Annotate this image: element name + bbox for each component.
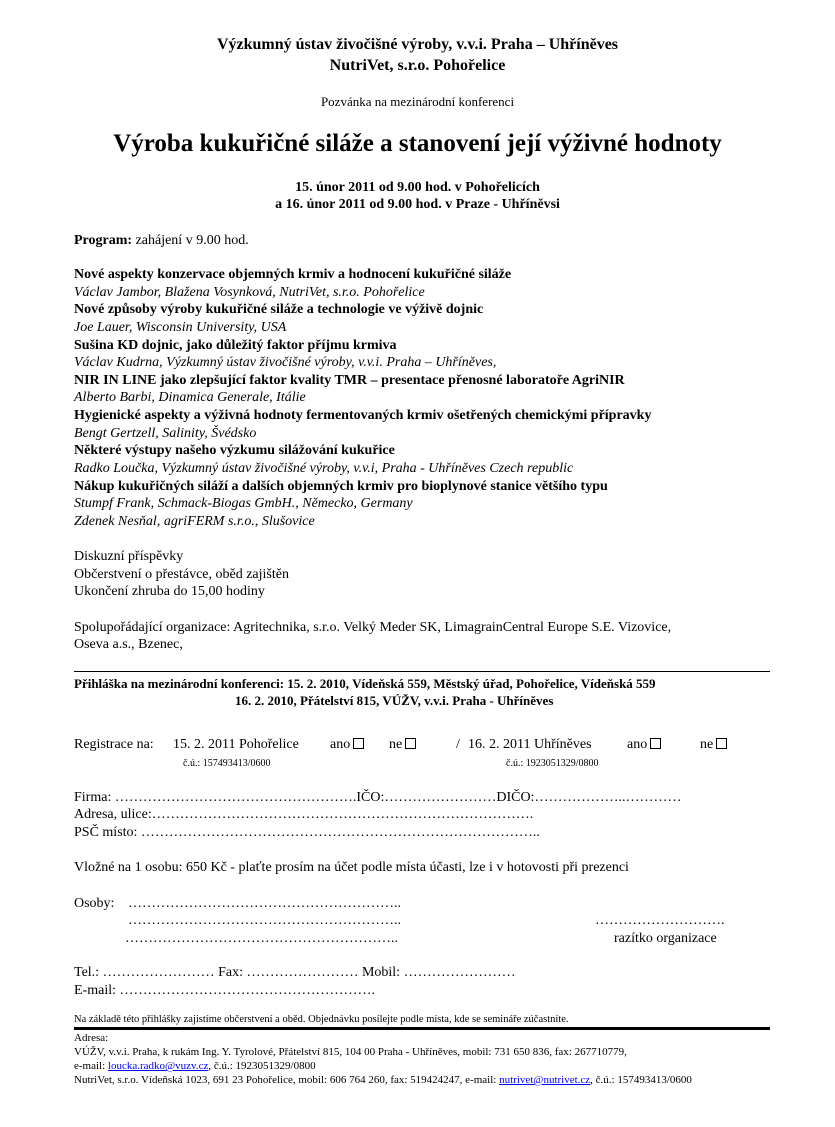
reg1-yes-label: ano	[330, 737, 351, 752]
co-organizers-line-1: Spolupořádající organizace: Agritechnika, s.r.o. Velký Meder SK, LimagrainCentral Europe S.E. Vizovice,	[74, 620, 672, 635]
program-opening-time: zahájení v 9.00 hod.	[132, 233, 249, 248]
program-item-title: NIR IN LINE jako zlepšující faktor kvality TMR – presentace přenosné laboratoře AgriNIR	[74, 373, 625, 388]
email-link-nutrivet[interactable]: nutrivet@nutrivet.cz	[499, 1074, 591, 1086]
program-item-authors: Alberto Barbi, Dinamica Generale, Itálie	[74, 390, 306, 405]
program-item-title: Nákup kukuřičných siláží a dalších objemných krmiv pro bioplynové stanice většího typu	[74, 479, 608, 494]
reg1-yes[interactable]	[330, 737, 364, 753]
program-item-title: Některé výstupy našeho výzkumu silážování kukuřice	[74, 443, 395, 458]
form-footnote: Na základě této přihlášky zajistíme občerstvení a oběd. Objednávku posílejte podle místa, kde se semináře zúčastníte.	[74, 1014, 569, 1025]
reg2-yes-label: ano	[627, 737, 648, 752]
persons-field-1[interactable]: …………………………………………………..	[128, 896, 401, 911]
stamp-line: ……………………….	[595, 913, 725, 928]
footer-divider	[74, 1027, 770, 1030]
program-label: Program:	[74, 233, 133, 248]
date-line-2: a 16. únor 2011 od 9.00 hod. v Praze - Uhříněvsi	[275, 197, 560, 212]
program-item-authors: Václav Kudrna, Výzkumný ústav živočišné výroby, v.v.i. Praha – Uhříněves,	[74, 355, 497, 370]
program-opening	[74, 233, 249, 249]
reg1-no[interactable]	[389, 737, 416, 753]
footer-email-line	[74, 1060, 316, 1072]
psc-field[interactable]: PSČ místo: …………………………………………………………………………..	[74, 825, 540, 840]
reg1-no-checkbox[interactable]	[405, 738, 416, 749]
program-item-authors: Radko Loučka, Výzkumný ústav živočišné výroby, v.v.i, Praha - Uhříněves Czech republic	[74, 461, 574, 476]
form-heading-line-1: Přihláška na mezinárodní konferenci: 15. 2. 2010, Vídeňská 559, Městský úřad, Pohořelice, Vídeňská 559	[74, 676, 656, 691]
adresa-field[interactable]: Adresa, ulice:……………………………………………………………………….	[74, 807, 534, 822]
registration-separator: /	[456, 737, 460, 752]
persons-field-2[interactable]: …………………………………………………..	[128, 913, 401, 928]
program-note: Diskuzní příspěvky	[74, 549, 184, 564]
firma-field[interactable]: Firma: …………………………………………….IČO:……………………DIČO:………………..…………	[74, 790, 682, 805]
persons-field-3[interactable]: …………………………………………………..	[125, 931, 398, 946]
form-divider	[74, 671, 770, 672]
footer-email-suffix: , č.ú.: 1923051329/0800	[208, 1060, 316, 1072]
program-item-authors: Václav Jambor, Blažena Vosynková, NutriVet, s.r.o. Pohořelice	[74, 285, 425, 300]
program-item-authors: Joe Lauer, Wisconsin University, USA	[74, 320, 287, 335]
form-heading-line-2: 16. 2. 2010, Přátelství 815, VÚŽV, v.v.i. Praha - Uhříněves	[235, 693, 554, 708]
program-item-title: Hygienické aspekty a výživná hodnoty fermentovaných krmiv ošetřených chemickými přípravky	[74, 408, 652, 423]
reg1-yes-checkbox[interactable]	[353, 738, 364, 749]
program-note: Občerstvení o přestávce, oběd zajištěn	[74, 567, 289, 582]
footer-address-vuzv: VÚŽV, v.v.i. Praha, k rukám Ing. Y. Tyrolové, Přátelství 815, 104 00 Praha - Uhříněves, mobil: 731 650 836, fax: 267710779,	[74, 1046, 627, 1058]
institute-line-1: Výzkumný ústav živočišné výroby, v.v.i. Praha – Uhříněves	[216, 36, 619, 53]
reg2-no[interactable]	[700, 737, 727, 753]
email-field[interactable]: E-mail: ……………………………………………….	[74, 983, 375, 998]
persons-label: Osoby:	[74, 896, 115, 911]
date-line-1: 15. únor 2011 od 9.00 hod. v Pohořelicích	[295, 180, 540, 195]
footer-address-nutrivet	[74, 1074, 692, 1086]
reg2-no-checkbox[interactable]	[716, 738, 727, 749]
program-item-title: Nové aspekty konzervace objemných krmiv a hodnocení kukuřičné siláže	[74, 267, 512, 282]
reg1-no-label: ne	[389, 737, 403, 752]
program-item-title: Sušina KD dojnic, jako důležitý faktor příjmu krmiva	[74, 338, 397, 353]
institute-line-2: NutriVet, s.r.o. Pohořelice	[329, 57, 506, 74]
account-pohorelice: č.ú.: 157493413/0600	[183, 758, 271, 769]
footer-nutrivet-prefix: NutriVet, s.r.o. Vídeňská 1023, 691 23 Pohořelice, mobil: 606 764 260, fax: 519424247, e-mail:	[74, 1074, 500, 1086]
program-note: Ukončení zhruba do 15,00 hodiny	[74, 584, 265, 599]
stamp-label: razítko organizace	[614, 931, 717, 946]
program-item-authors: Stumpf Frank, Schmack-Biogas GmbH., Německo, Germany	[74, 496, 413, 511]
footer-label: Adresa:	[74, 1032, 109, 1044]
footer-nutrivet-suffix: , č.ú.: 157493413/0600	[590, 1074, 692, 1086]
program-item-title: Nové způsoby výroby kukuřičné siláže a technologie ve výživě dojnic	[74, 302, 484, 317]
program-item-authors: Bengt Gertzell, Salinity, Švédsko	[74, 426, 257, 441]
email-link-loucka[interactable]: loucka.radko@vuzv.cz	[107, 1060, 209, 1072]
page-title: Výroba kukuřičné siláže a stanovení její výživné hodnoty	[113, 130, 722, 157]
account-uhrineves: č.ú.: 1923051329/0800	[506, 758, 599, 769]
reg2-yes-checkbox[interactable]	[650, 738, 661, 749]
invitation-text: Pozvánka na mezinárodní konferenci	[320, 94, 515, 109]
registration-label: Registrace na:	[74, 737, 154, 752]
registration-uhrineves: 16. 2. 2011 Uhříněves	[468, 737, 592, 752]
registration-pohorelice: 15. 2. 2011 Pohořelice	[173, 737, 299, 752]
reg2-no-label: ne	[700, 737, 714, 752]
contact-fields[interactable]: Tel.: …………………… Fax: …………………… Mobil: ……………………	[74, 965, 516, 980]
program-item-authors: Zdenek Nesňal, agriFERM s.r.o., Slušovice	[74, 514, 315, 529]
reg2-yes[interactable]	[627, 737, 661, 753]
footer-email-prefix: e-mail:	[74, 1060, 108, 1072]
co-organizers-line-2: Oseva a.s., Bzenec,	[74, 637, 183, 652]
fee-text: Vložné na 1 osobu: 650 Kč - plaťte prosím na účet podle místa účasti, lze i v hotovosti při prezenci	[74, 860, 629, 875]
